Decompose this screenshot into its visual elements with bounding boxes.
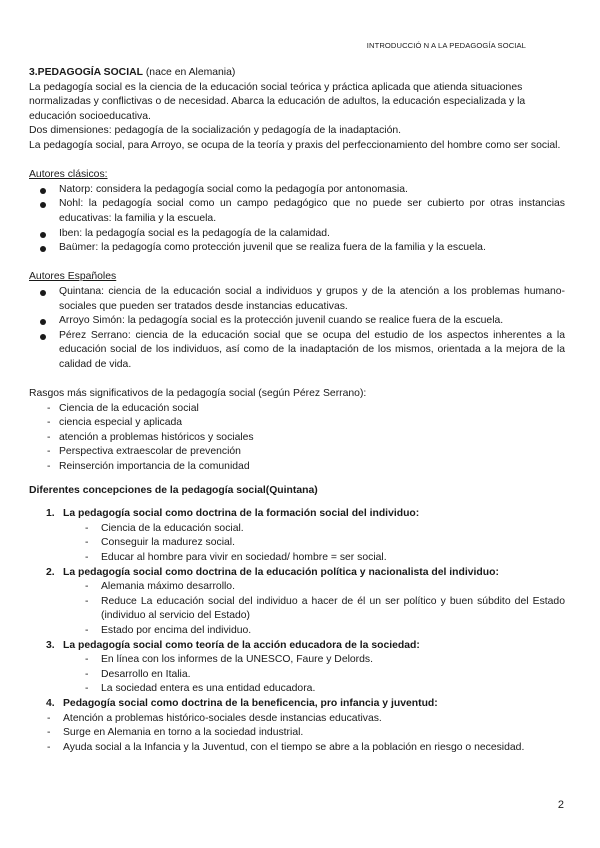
- list-item: - En línea con los informes de la UNESCO, Faure y Delords.: [63, 653, 565, 668]
- list-item: - Desarrollo en Italia.: [63, 668, 565, 683]
- list-item: - Educar al hombre para vivir en sociedad/ hombre = ser social.: [63, 551, 565, 566]
- page-body: [29, 66, 565, 755]
- conception-item-2: [29, 566, 565, 639]
- list-item: - atención a problemas históricos y sociales: [29, 431, 565, 446]
- list-item: - Ayuda social a la Infancia y la Juventud, con el tiempo se abre a la población en riesgo o necesidad.: [29, 741, 565, 756]
- running-header: INTRODUCCIÓ N A LA PEDAGOGÍA SOCIAL: [366, 41, 526, 50]
- spanish-authors-heading: Autores Españoles: [29, 271, 117, 283]
- classic-authors-heading: Autores clásicos:: [29, 169, 108, 181]
- conception-title: La pedagogía social como doctrina de la educación política y nacionalista del individuo:: [63, 566, 499, 578]
- conception-subitems: [63, 522, 565, 566]
- conception-subitems: [63, 653, 565, 697]
- list-item: - Atención a problemas histórico-sociales desde instancias educativas.: [29, 712, 565, 727]
- item-number: 2.: [46, 566, 55, 578]
- conceptions-list: [29, 507, 565, 755]
- list-item: - Ciencia de la educación social: [29, 402, 565, 417]
- list-item: - Surge en Alemania en torno a la sociedad industrial.: [29, 726, 565, 741]
- list-item: Quintana: ciencia de la educación social a individuos y grupos y de la atención a los problemas humano- sociales que pueden ser tratados desde instancias educativas.: [29, 285, 565, 314]
- list-item: - ciencia especial y aplicada: [29, 416, 565, 431]
- list-item: - La sociedad entera es una entidad educadora.: [63, 682, 565, 697]
- list-item: Baümer: la pedagogía como protección juvenil que se realiza fuera de la familia y la escuela.: [29, 241, 565, 256]
- section-title-note: (nace en Alemania): [142, 67, 236, 78]
- list-item: - Reinserción importancia de la comunidad: [29, 460, 565, 475]
- list-item: Arroyo Simón: la pedagogía social es la protección juvenil cuando se realice fuera de la escuela.: [29, 314, 565, 329]
- conception-subitems: [63, 580, 565, 638]
- arroyo-paragraph: La pedagogía social, para Arroyo, se ocupa de la teoría y praxis del perfeccionamiento del hombre como ser social.: [29, 139, 561, 151]
- list-item: Natorp: considera la pedagogía social como la pedagogía por antonomasia.: [29, 183, 565, 198]
- list-item: - Perspectiva extraescolar de prevención: [29, 445, 565, 460]
- conception-title: Pedagogía social como doctrina de la beneficencia, pro infancia y juventud:: [63, 697, 438, 709]
- list-item: - Conseguir la madurez social.: [63, 536, 565, 551]
- conceptions-heading: Diferentes concepciones de la pedagogía social(Quintana): [29, 484, 318, 496]
- conception-title: La pedagogía social como teoría de la acción educadora de la sociedad:: [63, 639, 420, 651]
- conception-item-1: [29, 507, 565, 565]
- list-item: Nohl: la pedagogía social como un campo pedagógico que no puede ser cubierto por otras instancias educativas: la familia y la escuela.: [29, 197, 565, 226]
- classic-authors-list: [29, 183, 565, 256]
- item-number: 4.: [46, 697, 55, 709]
- list-item: - Reduce La educación social del individuo a hacer de él un ser político y buen súbdito del Estado (individuo al servicio del Estado): [63, 595, 565, 624]
- list-item: - Alemania máximo desarrollo.: [63, 580, 565, 595]
- list-item: - Ciencia de la educación social.: [63, 522, 565, 537]
- traits-heading: Rasgos más significativos de la pedagogía social (según Pérez Serrano):: [29, 388, 367, 400]
- conception-subitems: [29, 712, 565, 756]
- list-item: Iben: la pedagogía social es la pedagogía de la calamidad.: [29, 227, 565, 242]
- page-number: 2: [557, 799, 564, 811]
- section-title-bold: 3.PEDAGOGÍA SOCIAL: [29, 67, 143, 78]
- conception-item-4: [29, 697, 565, 755]
- conception-item-3: [29, 639, 565, 697]
- definition-paragraph: La pedagogía social es la ciencia de la educación social teórica y práctica aplicada que atienda situaciones normalizadas y conflictivas o de necesidad. Abarca la educación de adultos, la educación especializada y la educación socioeducativa.: [29, 81, 526, 122]
- section-title: [29, 66, 565, 81]
- item-number: 1.: [46, 508, 55, 520]
- item-number: 3.: [46, 639, 55, 651]
- traits-list: [29, 402, 565, 475]
- conception-title: La pedagogía social como doctrina de la formación social del individuo:: [63, 508, 420, 520]
- list-item: Pérez Serrano: ciencia de la educación social que se ocupa del estudio de los aspectos inherentes a la educación social de los individuos, así como de la inadaptación de los mismos, orientada a la mejora de la calidad de vida.: [29, 329, 565, 373]
- spanish-authors-list: [29, 285, 565, 373]
- list-item: - Estado por encima del individuo.: [63, 624, 565, 639]
- dimensions-paragraph: Dos dimensiones: pedagogía de la socialización y pedagogía de la inadaptación.: [29, 125, 402, 137]
